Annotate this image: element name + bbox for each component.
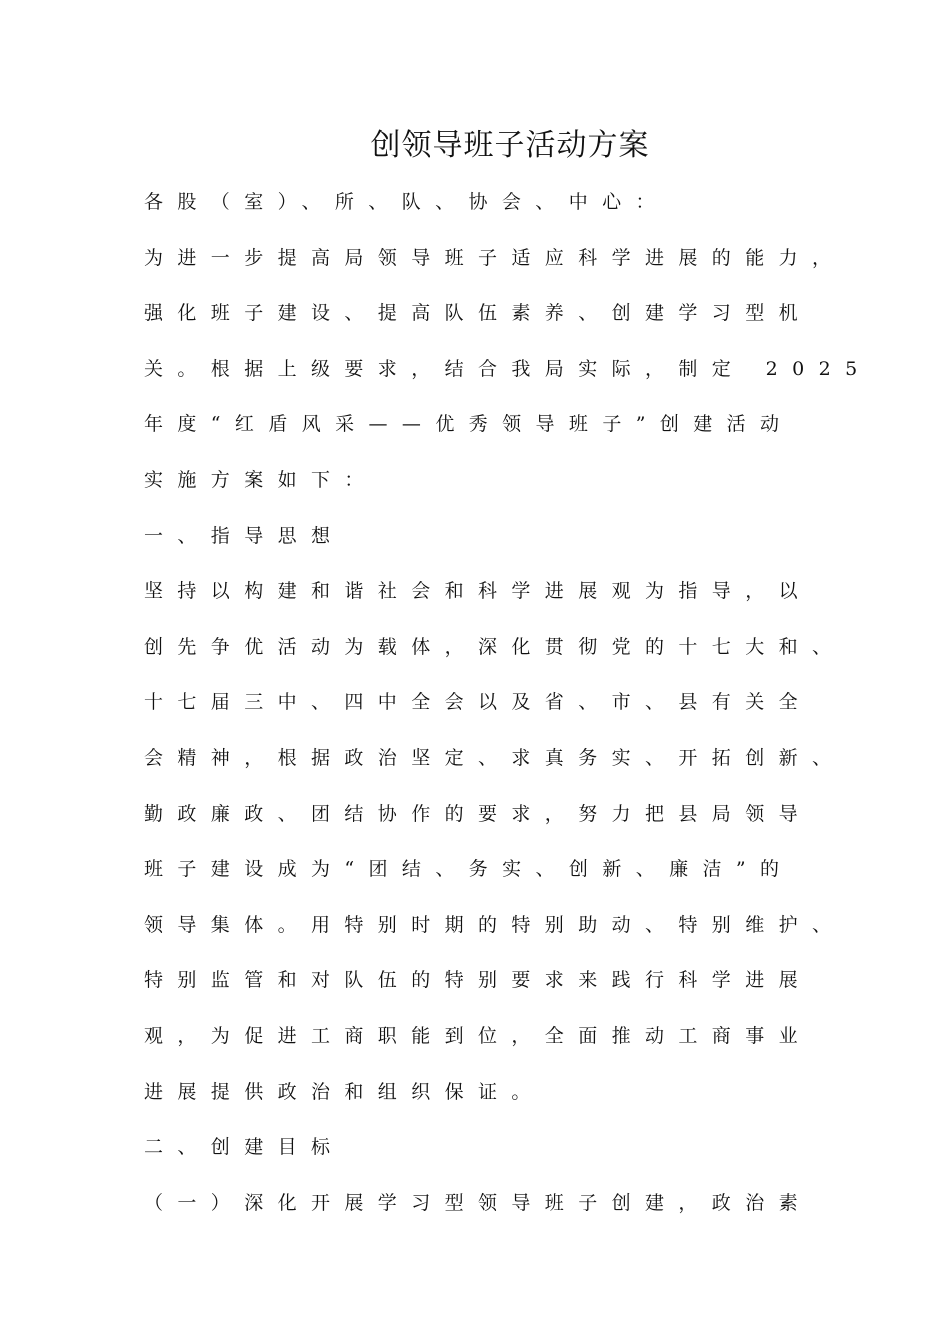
- document-title: 创领导班子活动方案: [370, 128, 650, 163]
- body-line: 强化班子建设、提高队伍素养、创建学习型机: [144, 302, 813, 325]
- body-line: 坚持以构建和谐社会和科学进展观为指导，以: [144, 580, 813, 603]
- body-line: （一）深化开展学习型领导班子创建，政治素: [144, 1191, 813, 1214]
- body-line: 各股（室）、所、队、协会、中心：: [144, 191, 669, 213]
- body-line: 班子建设成为“团结、务实、创新、廉洁”的: [144, 858, 794, 881]
- body-line: 为进一步提高局领导班子适应科学进展的能力，: [144, 246, 846, 269]
- body-line: 进展提供政治和组织保证。: [144, 1080, 545, 1103]
- body-line: 会精神，根据政治坚定、求真务实、开拓创新、: [144, 746, 846, 769]
- body-line: 关。根据上级要求，结合我局实际，制定 2025: [144, 357, 872, 380]
- document-body: [144, 182, 872, 1238]
- body-line: 实施方案如下：: [144, 468, 378, 491]
- body-line: 十七届三中、四中全会以及省、市、县有关全: [144, 691, 813, 714]
- body-line: 创先争优活动为载体，深化贯彻党的十七大和、: [144, 635, 846, 658]
- body-line: 领导集体。用特别时期的特别助动、特别维护、: [144, 913, 846, 936]
- body-line: 勤政廉政、团结协作的要求，努力把县局领导: [144, 802, 813, 825]
- section-heading: 二、创建目标: [144, 1136, 345, 1159]
- section-heading: 一、指导思想: [144, 524, 345, 547]
- body-line: 特别监管和对队伍的特别要求来践行科学进展: [144, 969, 813, 992]
- body-line: 年度“红盾风采——优秀领导班子”创建活动: [144, 413, 794, 436]
- body-line: 观，为促进工商职能到位，全面推动工商事业: [144, 1024, 813, 1047]
